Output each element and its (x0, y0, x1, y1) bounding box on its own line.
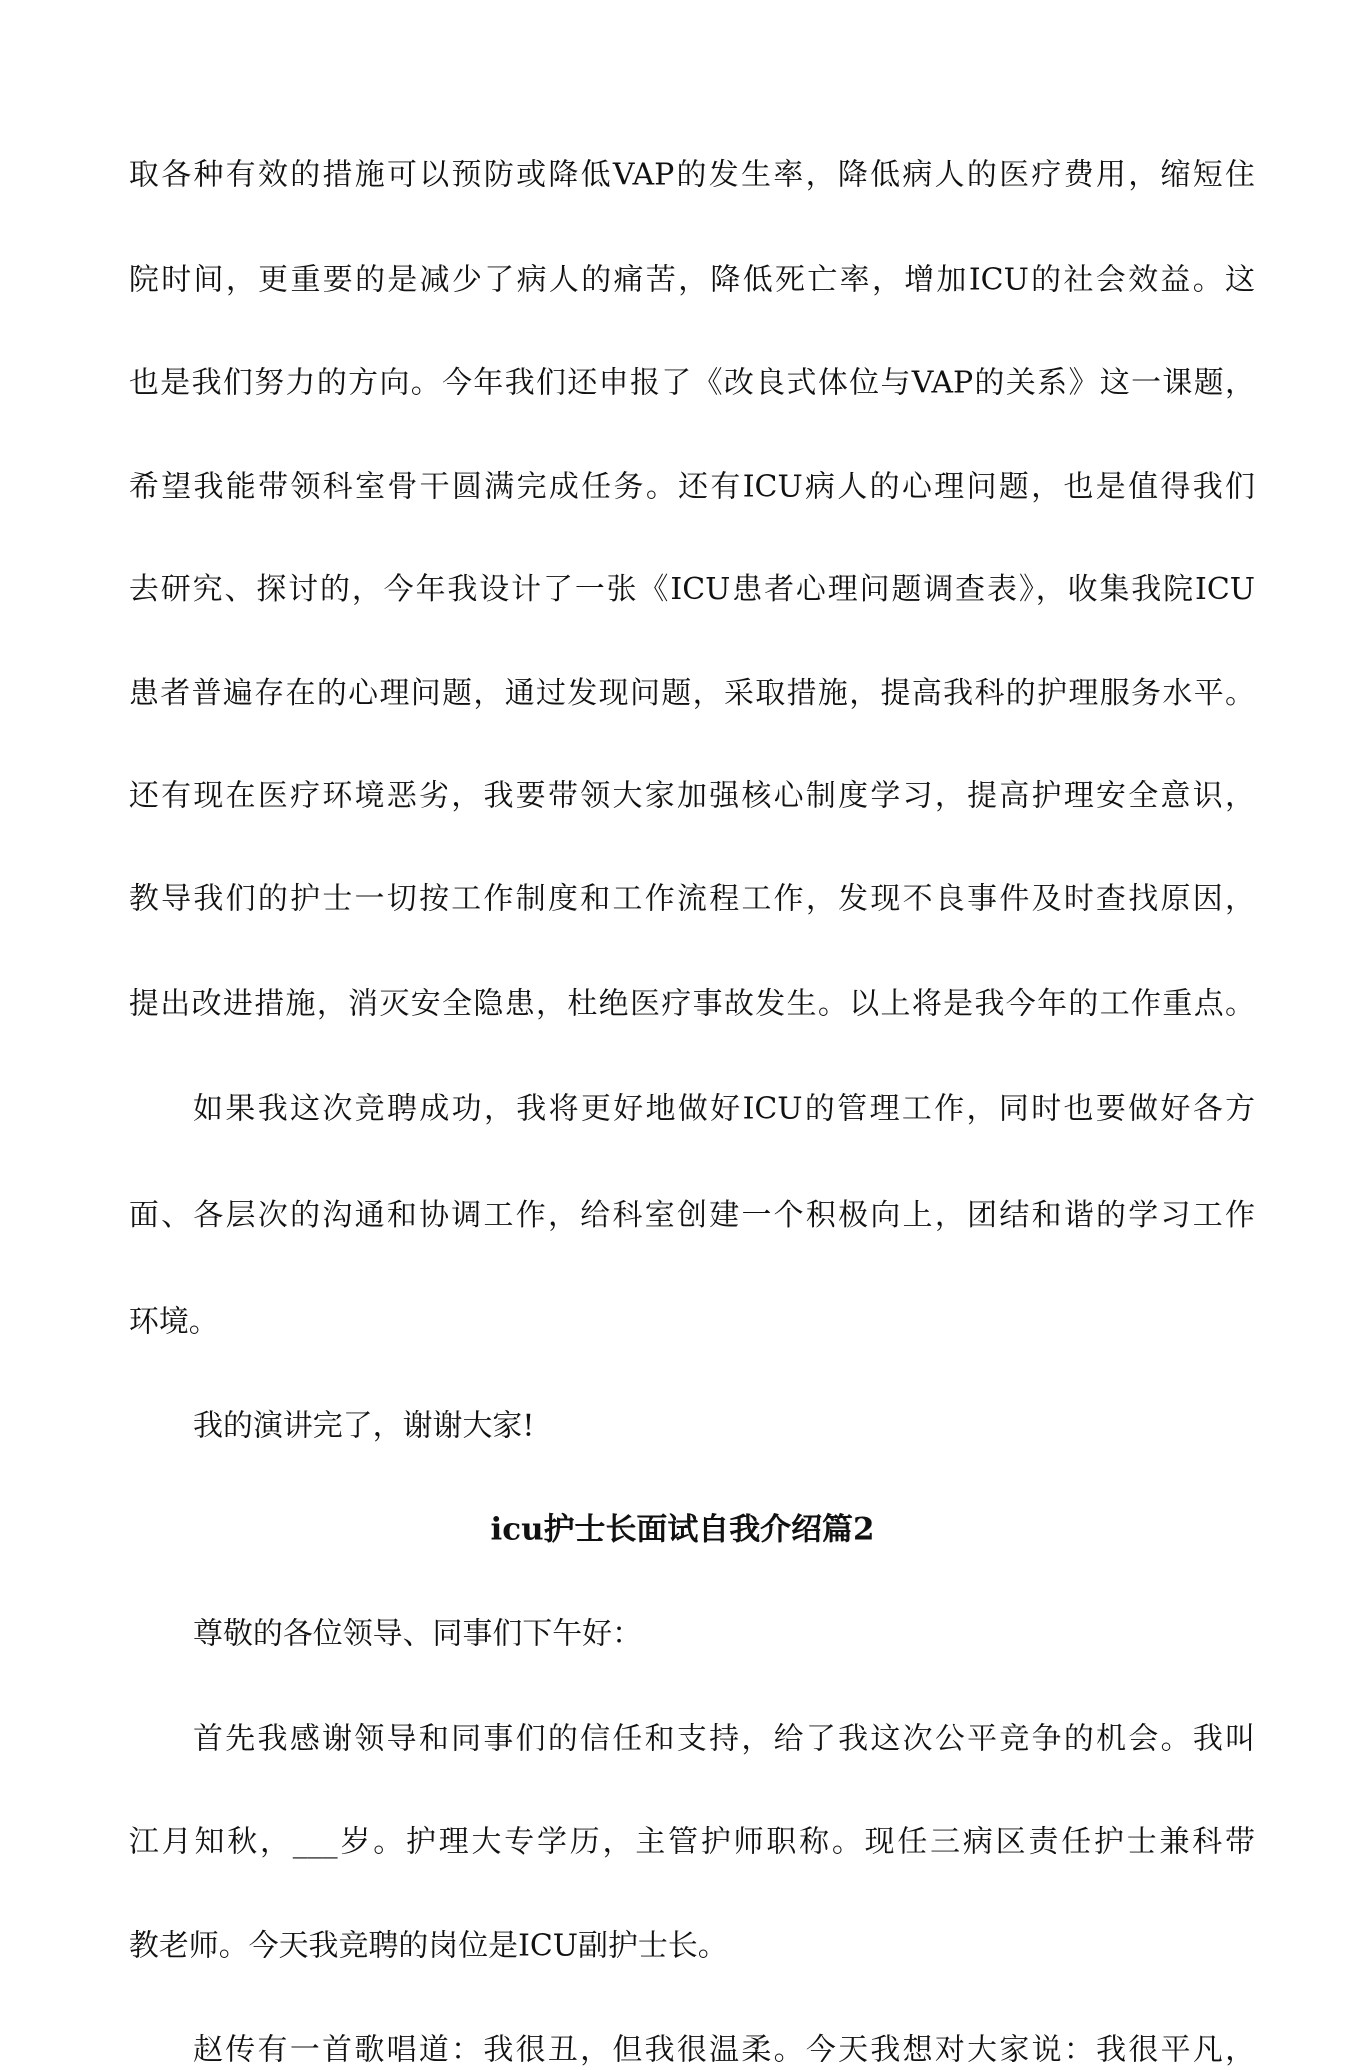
paragraph-2-line-1: 如果我这次竞聘成功，我将更好地做好ICU的管理工作，同时也要做好各方 (193, 1091, 1256, 1127)
paragraph-1-line-7: 还有现在医疗环境恶劣，我要带领大家加强核心制度学习，提高护理安全意识， (128, 778, 1255, 814)
paragraph-4-line-2: 江月知秋，___岁。护理大专学历，主管护师职称。现任三病区责任护士兼科带 (128, 1824, 1255, 1860)
paragraph-3: 我的演讲完了，谢谢大家! (193, 1408, 535, 1444)
paragraph-4-line-1: 首先我感谢领导和同事们的信任和支持，给了我这次公平竞争的机会。我叫 (193, 1721, 1256, 1757)
paragraph-1-line-3: 也是我们努力的方向。今年我们还申报了《改良式体位与VAP的关系》这一课题， (128, 365, 1255, 401)
paragraph-2-line-3: 环境。 (128, 1304, 219, 1340)
section-heading: icu护士长面试自我介绍篇2 (490, 1511, 875, 1548)
paragraph-1-line-6: 患者普遍存在的心理问题，通过发现问题，采取措施，提高我科的护理服务水平。 (128, 675, 1255, 711)
paragraph-4-line-3: 教老师。今天我竞聘的岗位是ICU副护士长。 (128, 1927, 728, 1963)
paragraph-1-line-8: 教导我们的护士一切按工作制度和工作流程工作，发现不良事件及时查找原因， (128, 881, 1255, 917)
paragraph-1-line-2: 院时间，更重要的是减少了病人的痛苦，降低死亡率，增加ICU的社会效益。这 (128, 262, 1255, 298)
paragraph-2-line-2: 面、各层次的沟通和协调工作，给科室创建一个积极向上，团结和谐的学习工作 (128, 1198, 1255, 1234)
paragraph-5-line-1: 赵传有一首歌唱道：我很丑，但我很温柔。今天我想对大家说：我很平凡， (193, 2032, 1256, 2068)
paragraph-1-line-5: 去研究、探讨的，今年我设计了一张《ICU患者心理问题调查表》，收集我院ICU (128, 571, 1255, 607)
paragraph-1-line-1: 取各种有效的措施可以预防或降低VAP的发生率，降低病人的医疗费用，缩短住 (128, 157, 1255, 193)
paragraph-1-line-4: 希望我能带领科室骨干圆满完成任务。还有ICU病人的心理问题，也是值得我们 (128, 468, 1255, 504)
greeting: 尊敬的各位领导、同事们下午好： (193, 1616, 643, 1652)
paragraph-1-line-9: 提出改进措施，消灭安全隐患，杜绝医疗事故发生。以上将是我今年的工作重点。 (128, 986, 1255, 1022)
